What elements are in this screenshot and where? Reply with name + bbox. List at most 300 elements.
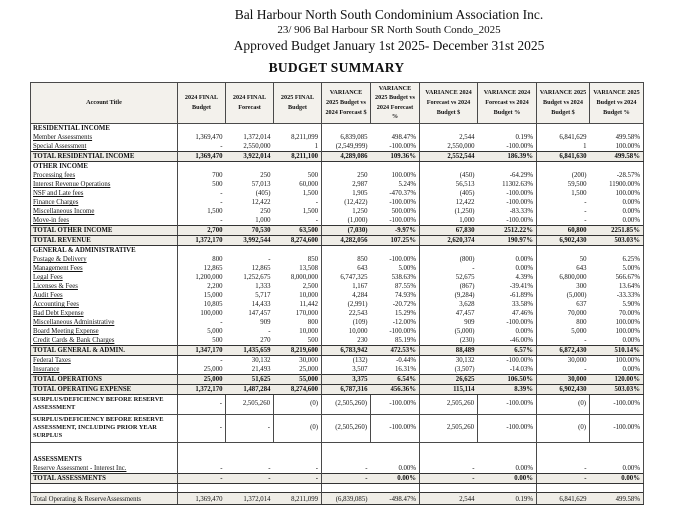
account-title-cell: Miscellaneous Administrative <box>31 318 178 327</box>
value-cell: 5.00% <box>371 264 420 273</box>
value-cell: 4,282,056 <box>322 235 371 245</box>
value-cell: - <box>584 217 587 225</box>
column-header: 2025 FINAL Budget <box>274 82 322 123</box>
value-cell: 499.58% <box>590 133 644 142</box>
column-header: VARIANCE 2024 Forecast vs 2024 Budget % <box>478 82 537 123</box>
value-cell: (109) <box>352 319 368 327</box>
value-cell: (1,000) <box>347 217 368 225</box>
value-cell: 88,489 <box>420 345 478 355</box>
value-cell: 6,902,430 <box>537 235 590 245</box>
value-cell: 6,841,629 <box>559 134 587 142</box>
value-cell <box>322 455 371 464</box>
table-row-section <box>31 123 644 133</box>
value-cell: 0.00% <box>478 327 537 336</box>
value-cell: - <box>268 464 271 472</box>
value-cell <box>420 483 478 492</box>
value-cell: - <box>220 319 223 327</box>
value-cell: - <box>584 208 587 216</box>
value-cell: (12,422) <box>344 199 368 207</box>
account-title-cell: GENERAL & ADMINISTRATIVE <box>31 245 178 255</box>
value-cell <box>537 455 590 464</box>
value-cell: 1,369,470 <box>178 492 226 504</box>
value-cell <box>537 245 590 255</box>
value-cell: 100.00% <box>590 318 644 327</box>
value-cell <box>274 483 322 492</box>
table-row-section <box>31 161 644 171</box>
value-cell: 13,508 <box>274 264 322 273</box>
value-cell: -33.33% <box>590 291 644 300</box>
value-cell: 5,000 <box>571 328 587 336</box>
value-cell: 1,372,014 <box>243 134 271 142</box>
value-cell: 2,505,260 <box>420 414 478 442</box>
value-cell <box>274 123 322 133</box>
account-title-cell: SURPLUS/DEFICIENCY BEFORE RESERVE ASSESSMENT, INCLUDING PRIOR YEAR SURPLUS <box>31 414 178 442</box>
value-cell: 30,000 <box>567 357 587 365</box>
value-cell <box>590 483 644 492</box>
value-cell: 6.54% <box>371 374 420 384</box>
value-cell: 47.46% <box>478 309 537 318</box>
summary-title: BUDGET SUMMARY <box>268 59 405 75</box>
value-cell: 30,132 <box>455 357 475 365</box>
value-cell: 100.00% <box>590 355 644 365</box>
value-cell: 6,841,630 <box>537 151 590 161</box>
value-cell: 190.97% <box>478 235 537 245</box>
table-row-surplus <box>31 414 644 442</box>
value-cell <box>478 161 537 171</box>
value-cell: 499.58% <box>590 492 644 504</box>
value-cell: 52,675 <box>455 274 475 282</box>
value-cell: 186.39% <box>478 151 537 161</box>
value-cell: 106.50% <box>478 374 537 384</box>
value-cell: - <box>220 190 223 198</box>
value-cell: 538.63% <box>371 273 420 282</box>
value-cell: 63,500 <box>274 225 322 235</box>
value-cell: 1,250 <box>352 208 368 216</box>
value-cell: -100.00% <box>478 198 537 207</box>
table-row-total <box>31 374 644 384</box>
value-cell: 300 <box>576 283 587 291</box>
value-cell: 1,372,170 <box>178 235 226 245</box>
value-cell: - <box>584 366 587 374</box>
value-cell: 0.00% <box>590 365 644 375</box>
account-title-cell: Interest Revenue Operations <box>31 180 178 189</box>
value-cell: - <box>178 473 226 483</box>
value-cell: 637 <box>576 301 587 309</box>
value-cell: 6,787,316 <box>322 384 371 394</box>
value-cell: 1,905 <box>352 190 368 198</box>
account-title-cell <box>31 483 178 492</box>
table-row-item <box>31 355 644 365</box>
value-cell: 500 <box>212 337 223 345</box>
value-cell: - <box>220 143 223 151</box>
value-cell: (6,839,085) <box>322 492 371 504</box>
account-title-cell: Bad Debt Expense <box>31 309 178 318</box>
value-cell: 510.14% <box>590 345 644 355</box>
value-cell: 1,500 <box>571 190 587 198</box>
value-cell: (7,030) <box>322 225 371 235</box>
value-cell: -470.37% <box>371 189 420 198</box>
value-cell: (0) <box>274 394 322 414</box>
value-cell: 1,372,014 <box>226 492 274 504</box>
value-cell: -100.00% <box>478 355 537 365</box>
value-cell <box>420 161 478 171</box>
value-cell: - <box>584 464 587 472</box>
value-cell <box>590 245 644 255</box>
table-row-section <box>31 245 644 255</box>
value-cell: 503.03% <box>590 235 644 245</box>
value-cell: 250 <box>357 172 368 180</box>
value-cell: 8,211,099 <box>274 492 322 504</box>
table-row-item <box>31 171 644 180</box>
table-row-item <box>31 365 644 375</box>
account-title-cell: Federal Taxes <box>31 355 178 365</box>
column-header: 2024 FINAL Budget <box>178 82 226 123</box>
account-title-cell: Finance Charges <box>31 198 178 207</box>
value-cell: 1,500 <box>274 207 322 216</box>
value-cell: 643 <box>357 265 368 273</box>
value-cell: 8,274,600 <box>274 235 322 245</box>
value-cell: 3,992,544 <box>226 235 274 245</box>
value-cell: 15,000 <box>203 292 223 300</box>
value-cell: 499.58% <box>590 151 644 161</box>
value-cell: - <box>584 337 587 345</box>
value-cell: 5.24% <box>371 180 420 189</box>
value-cell: -14.03% <box>478 365 537 375</box>
value-cell: 21,493 <box>251 366 271 374</box>
value-cell: 3,375 <box>322 374 371 384</box>
value-cell <box>226 455 274 464</box>
value-cell: 5,000 <box>207 328 223 336</box>
value-cell: 850 <box>357 256 368 264</box>
value-cell: 33.58% <box>478 300 537 309</box>
value-cell: 6,872,430 <box>537 345 590 355</box>
value-cell: 2,505,260 <box>420 394 478 414</box>
value-cell: 25,000 <box>203 366 223 374</box>
budget-summary-page <box>0 7 700 503</box>
table-row-item <box>31 255 644 264</box>
value-cell: 0.00% <box>371 464 420 474</box>
table-header <box>31 82 644 123</box>
value-cell: 1,500 <box>207 208 223 216</box>
table-row-item <box>31 180 644 189</box>
value-cell: 6.57% <box>478 345 537 355</box>
value-cell: 74.93% <box>371 291 420 300</box>
account-title-cell: TOTAL RESIDENTIAL INCOME <box>31 151 178 161</box>
value-cell: -46.00% <box>478 336 537 346</box>
value-cell <box>590 123 644 133</box>
value-cell <box>537 483 590 492</box>
value-cell: 0.00% <box>590 198 644 207</box>
value-cell: 0.00% <box>478 464 537 474</box>
value-cell: 1,435,659 <box>226 345 274 355</box>
account-title-cell: Licenses & Fees <box>31 282 178 291</box>
value-cell <box>420 455 478 464</box>
value-cell: - <box>226 414 274 442</box>
value-cell: 170,000 <box>274 309 322 318</box>
value-cell <box>178 455 226 464</box>
column-header-account-title: Account Title <box>31 82 178 123</box>
table-row-total <box>31 151 644 161</box>
account-title-cell: Insurance <box>31 365 178 375</box>
value-cell <box>226 123 274 133</box>
value-cell: 8,274,600 <box>274 384 322 394</box>
value-cell: 12,422 <box>251 199 271 207</box>
value-cell: 100.00% <box>590 189 644 198</box>
value-cell: 60,800 <box>537 225 590 235</box>
account-title-cell: Processing fees <box>31 171 178 180</box>
value-cell: (200) <box>571 172 587 180</box>
value-cell: 6,902,430 <box>537 384 590 394</box>
account-title-cell: TOTAL OPERATIONS <box>31 374 178 384</box>
value-cell: -0.44% <box>371 355 420 365</box>
account-title-cell: Reserve Assessment - Interest Inc. <box>31 464 178 474</box>
value-cell: - <box>268 328 271 336</box>
value-cell: 2,550,000 <box>447 143 475 151</box>
value-cell: 30,000 <box>537 374 590 384</box>
table-row-grand <box>31 492 644 504</box>
value-cell: -100.00% <box>478 394 537 414</box>
value-cell <box>322 245 371 255</box>
column-header: VARIANCE 2025 Budget vs 2024 Budget % <box>590 82 644 123</box>
value-cell: 10,000 <box>274 291 322 300</box>
value-cell: 10,000 <box>274 327 322 336</box>
value-cell: 0.19% <box>478 133 537 142</box>
value-cell <box>274 455 322 464</box>
value-cell: 47,457 <box>455 310 475 318</box>
value-cell: 100.00% <box>590 142 644 152</box>
value-cell: 2,552,544 <box>420 151 478 161</box>
value-cell <box>590 455 644 464</box>
value-cell: - <box>274 198 322 207</box>
value-cell <box>274 442 322 455</box>
value-cell: 2512.22% <box>478 225 537 235</box>
value-cell: 8,219,600 <box>274 345 322 355</box>
value-cell: 0.00% <box>478 473 537 483</box>
value-cell: -100.00% <box>371 255 420 264</box>
value-cell <box>371 245 420 255</box>
table-row-total <box>31 345 644 355</box>
value-cell: 59,500 <box>567 181 587 189</box>
value-cell: 51,625 <box>226 374 274 384</box>
value-cell: -498.47% <box>371 492 420 504</box>
value-cell <box>478 442 537 455</box>
value-cell: 115,114 <box>420 384 478 394</box>
account-title-cell: TOTAL ASSESSMENTS <box>31 473 178 483</box>
value-cell: 5.00% <box>590 264 644 273</box>
account-title-cell: Accounting Fees <box>31 300 178 309</box>
value-cell: 2,500 <box>274 282 322 291</box>
value-cell: 8,211,099 <box>274 133 322 142</box>
table-row-item <box>31 327 644 336</box>
table-row-item <box>31 216 644 226</box>
value-cell: (230) <box>459 337 475 345</box>
value-cell: -100.00% <box>371 414 420 442</box>
value-cell: 1,200,000 <box>195 274 223 282</box>
value-cell: 4,289,086 <box>322 151 371 161</box>
table-row-item <box>31 189 644 198</box>
value-cell: 2,200 <box>207 283 223 291</box>
value-cell: 800 <box>576 319 587 327</box>
value-cell: -100.00% <box>478 216 537 226</box>
value-cell: -9.97% <box>371 225 420 235</box>
value-cell: 11900.00% <box>590 180 644 189</box>
value-cell: 456.36% <box>371 384 420 394</box>
value-cell: 500 <box>274 336 322 346</box>
value-cell: 0.00% <box>478 264 537 273</box>
value-cell: 87.55% <box>371 282 420 291</box>
value-cell: 6,783,942 <box>322 345 371 355</box>
value-cell: (800) <box>459 256 475 264</box>
value-cell: 2251.85% <box>590 225 644 235</box>
value-cell: (2,505,260) <box>322 394 371 414</box>
value-cell <box>371 455 420 464</box>
value-cell: 8,000,000 <box>274 273 322 282</box>
value-cell: 909 <box>464 319 475 327</box>
table-row-item <box>31 318 644 327</box>
value-cell: (0) <box>537 414 590 442</box>
value-cell: (405) <box>255 190 271 198</box>
value-cell: (0) <box>274 414 322 442</box>
value-cell: 4.39% <box>478 273 537 282</box>
value-cell <box>478 455 537 464</box>
table-row-total <box>31 235 644 245</box>
value-cell: -12.00% <box>371 318 420 327</box>
value-cell: 12,865 <box>251 265 271 273</box>
value-cell: -83.33% <box>478 207 537 216</box>
value-cell: - <box>584 199 587 207</box>
value-cell: - <box>274 473 322 483</box>
value-cell: 5,717 <box>255 292 271 300</box>
value-cell: 3,628 <box>459 301 475 309</box>
value-cell: 60,000 <box>274 180 322 189</box>
value-cell: 109.36% <box>371 151 420 161</box>
value-cell: 70,000 <box>567 310 587 318</box>
value-cell: 1,333 <box>255 283 271 291</box>
account-title-cell: TOTAL OPERATING EXPENSE <box>31 384 178 394</box>
value-cell: 5.90% <box>590 300 644 309</box>
value-cell: 500 <box>274 171 322 180</box>
value-cell: 55,000 <box>274 374 322 384</box>
account-title-cell: TOTAL GENERAL & ADMIN. <box>31 345 178 355</box>
account-title-cell: Move-in fees <box>31 216 178 226</box>
value-cell: - <box>537 473 590 483</box>
table-row-item <box>31 198 644 207</box>
value-cell <box>178 483 226 492</box>
value-cell: 11302.63% <box>478 180 537 189</box>
value-cell: 2,620,374 <box>420 235 478 245</box>
value-cell: 1,000 <box>255 217 271 225</box>
value-cell <box>590 442 644 455</box>
value-cell: 1,000 <box>459 217 475 225</box>
value-cell: - <box>420 473 478 483</box>
account-title-cell: OTHER INCOME <box>31 161 178 171</box>
value-cell: 0.00% <box>590 216 644 226</box>
value-cell: 67,830 <box>420 225 478 235</box>
value-cell: (450) <box>459 172 475 180</box>
value-cell: (1,250) <box>454 208 475 216</box>
value-cell: 14,433 <box>251 301 271 309</box>
account-title-cell: Legal Fees <box>31 273 178 282</box>
value-cell: -100.00% <box>371 198 420 207</box>
value-cell <box>178 245 226 255</box>
value-cell <box>322 161 371 171</box>
value-cell: 56,513 <box>455 181 475 189</box>
value-cell: 800 <box>212 256 223 264</box>
value-cell: -100.00% <box>478 318 537 327</box>
value-cell: 230 <box>357 337 368 345</box>
column-header: 2024 FINAL Forecast <box>226 82 274 123</box>
table-row-item <box>31 264 644 273</box>
value-cell: 1,369,470 <box>195 134 223 142</box>
value-cell: 10,805 <box>203 301 223 309</box>
table-body <box>31 123 644 504</box>
value-cell: - <box>226 473 274 483</box>
value-cell: -100.00% <box>478 142 537 152</box>
account-title-cell: Audit Fees <box>31 291 178 300</box>
value-cell: 11,442 <box>274 300 322 309</box>
value-cell: 107.25% <box>371 235 420 245</box>
value-cell: 1,500 <box>274 189 322 198</box>
value-cell: 0.00% <box>590 336 644 346</box>
account-title-cell: Member Assessments <box>31 133 178 142</box>
value-cell: 3,922,014 <box>226 151 274 161</box>
value-cell: 120.00% <box>590 374 644 384</box>
value-cell: 50 <box>579 256 587 264</box>
value-cell: -100.00% <box>590 414 644 442</box>
value-cell: 25,000 <box>274 365 322 375</box>
value-cell: -64.29% <box>478 171 537 180</box>
account-title-cell: Management Fees <box>31 264 178 273</box>
value-cell: -20.72% <box>371 300 420 309</box>
value-cell <box>226 442 274 455</box>
value-cell: 1,369,470 <box>178 151 226 161</box>
value-cell: (0) <box>537 394 590 414</box>
value-cell <box>590 161 644 171</box>
table-row-total <box>31 473 644 483</box>
value-cell: 8.39% <box>478 384 537 394</box>
value-cell: - <box>220 464 223 472</box>
account-title-cell: Special Assessment <box>31 142 178 152</box>
value-cell: -100.00% <box>478 189 537 198</box>
budget-summary-table <box>30 82 644 505</box>
value-cell: 0.00% <box>590 464 644 474</box>
value-cell: -39.41% <box>478 282 537 291</box>
value-cell: 2,550,000 <box>243 143 271 151</box>
value-cell <box>371 483 420 492</box>
value-cell: -28.57% <box>590 171 644 180</box>
value-cell: 85.19% <box>371 336 420 346</box>
value-cell: 0.00% <box>371 473 420 483</box>
value-cell: - <box>365 464 368 472</box>
account-title-cell: ASSESSMENTS <box>31 455 178 464</box>
value-cell <box>322 442 371 455</box>
table-row-item <box>31 291 644 300</box>
value-cell: -100.00% <box>478 414 537 442</box>
table-row-total <box>31 384 644 394</box>
value-cell: - <box>220 217 223 225</box>
table-row-item <box>31 309 644 318</box>
account-title-cell: TOTAL REVENUE <box>31 235 178 245</box>
budget-period: Approved Budget January 1st 2025- December 31st 2025 <box>233 37 545 53</box>
table-row-surplus <box>31 394 644 414</box>
table-row-item <box>31 273 644 282</box>
column-header: VARIANCE 2024 Forecast vs 2024 Budget $ <box>420 82 478 123</box>
value-cell: 1 <box>274 142 322 152</box>
value-cell: (405) <box>459 190 475 198</box>
value-cell: -100.00% <box>371 394 420 414</box>
value-cell <box>537 442 590 455</box>
value-cell: 909 <box>260 319 271 327</box>
